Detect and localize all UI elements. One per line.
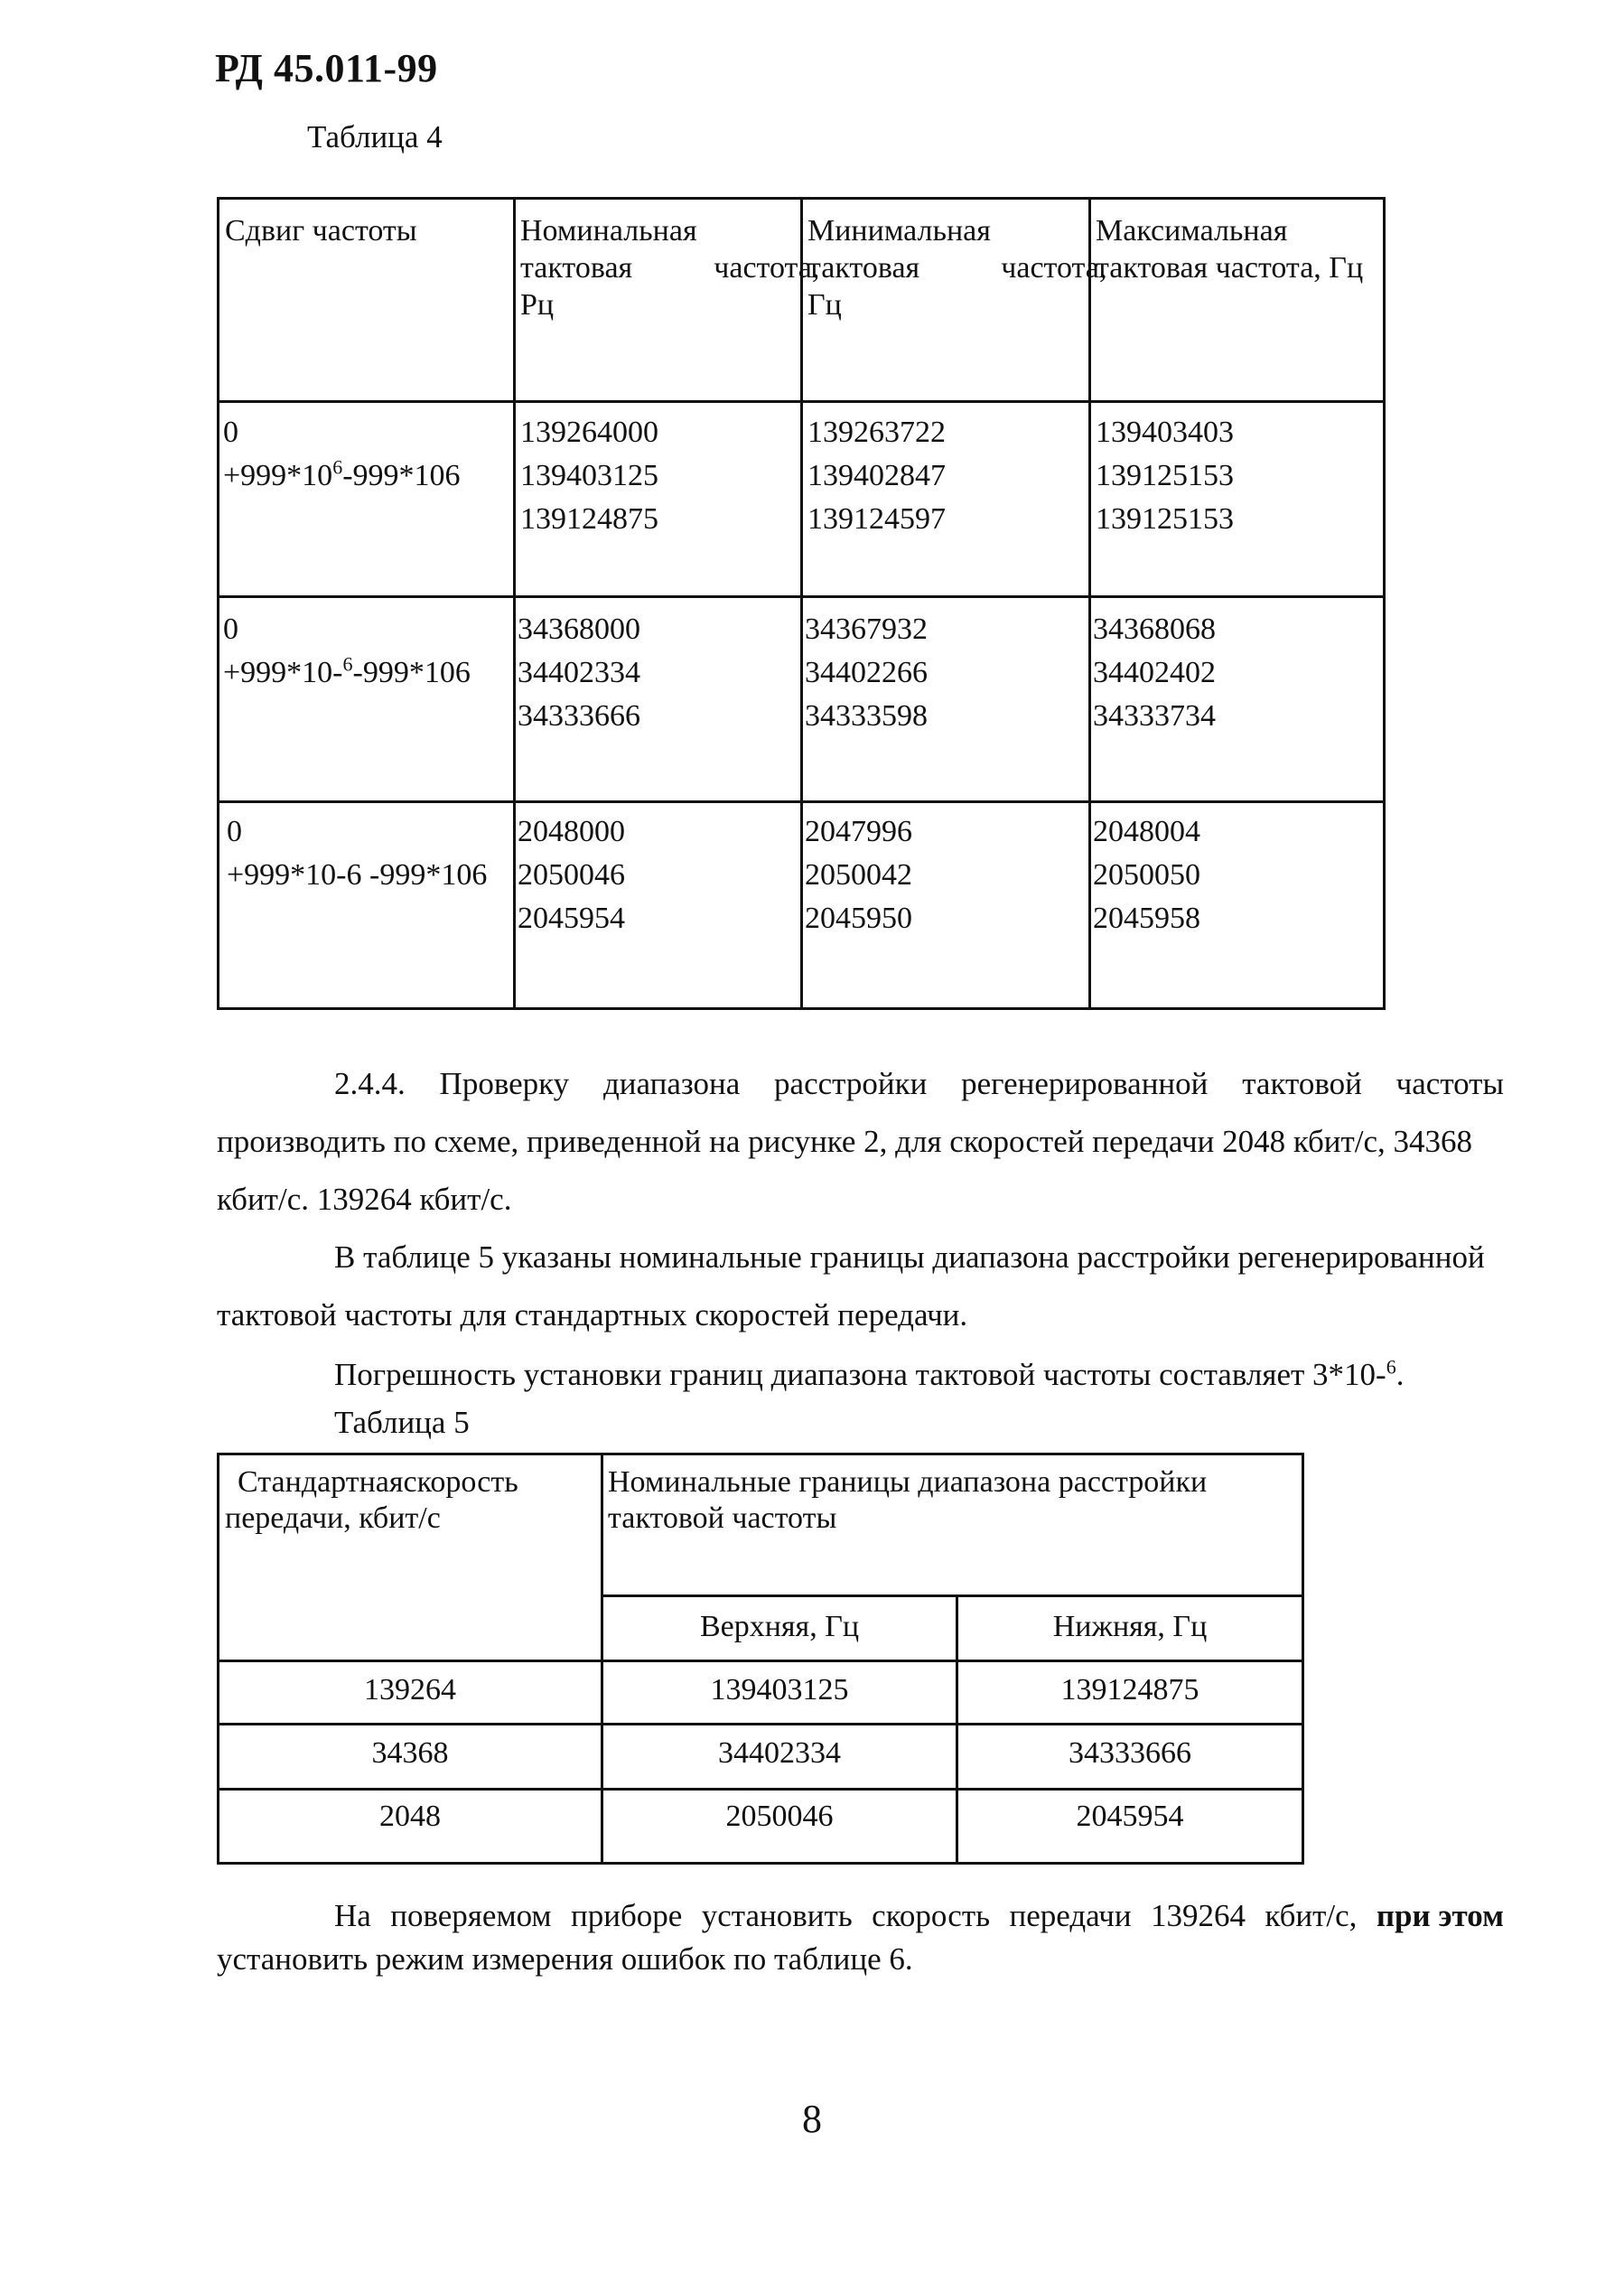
table-4-header-nominal: Номинальная тактовая частота, Рц: [520, 214, 820, 322]
table-4-row-divider: [219, 800, 1383, 803]
table-4-row-divider: [219, 595, 1383, 598]
table-4-shift-cell: 0 $+999*10^6-999*106$: [223, 416, 461, 492]
table-5-row-divider: [219, 1723, 1302, 1725]
table-5-header-speed: Стандартнаяскорость передачи, кбит/с: [225, 1465, 518, 1535]
table-4-nominal-cell: 139264000 139403125 139124875: [520, 416, 658, 536]
paragraph-2-4-4-line-1: 2.4.4. Проверку диапазона расстройки регенерированной тактовой частоты: [334, 1066, 1504, 1101]
table-5-lower-cell: 2045954: [1076, 1800, 1184, 1833]
table-5-row-divider: [219, 1788, 1302, 1791]
table-5-header-lower: Нижняя, Гц: [1052, 1610, 1208, 1643]
table-5-header-range: Номинальные границы диапазона расстройки тактовой частоты: [608, 1465, 1208, 1535]
table-5-upper-cell: 34402334: [718, 1736, 841, 1770]
table-5-row-divider: [601, 1594, 1302, 1597]
table-5-speed-cell: 34368: [371, 1736, 449, 1770]
paragraph-accuracy: Погрешность установки границ диапазона тактовой частоты составляет 3*10-$^6$.: [334, 1355, 1405, 1392]
paragraph-device-setup-line-2: установить режим измерения ошибок по таблице 6.: [217, 1941, 913, 1977]
table-4-maximum-cell: 2048004 2050050 2045958: [1093, 815, 1200, 935]
paragraph-2-4-4-line-2: производить по схеме, приведенной на рисунке 2, для скоростей передачи 2048 кбит/с, 34368: [217, 1124, 1473, 1159]
table-4-nominal-cell: 2048000 2050046 2045954: [518, 815, 625, 935]
table-5: [217, 1453, 1304, 1865]
table-4-caption: Таблица 4: [307, 119, 443, 154]
table-4-col-divider: [800, 200, 803, 1007]
paragraph-2-4-4-line-3: кбит/с. 139264 кбит/с.: [217, 1182, 512, 1217]
table-4-minimum-cell: 34367932 34402266 34333598: [805, 612, 928, 733]
table-4-maximum-cell: 139403403 139125153 139125153: [1096, 416, 1234, 536]
table-4-row-divider: [219, 400, 1383, 403]
table-4-header-maximum: Максимальная тактовая частота, Гц: [1096, 214, 1364, 285]
table-4-shift-cell: 0 +999*10-$^6$-999*106: [223, 612, 471, 689]
paragraph-device-setup-line-1: На поверяемом приборе установить скорость передачи 139264 кбит/с, при этом: [334, 1898, 1504, 1933]
table-5-upper-cell: 2050046: [725, 1800, 834, 1833]
table-5-speed-cell: 2048: [379, 1800, 441, 1833]
paragraph-table-5-intro-line-2: тактовой частоты для стандартных скоростей передачи.: [217, 1297, 968, 1333]
table-4-minimum-cell: 2047996 2050042 2045950: [805, 815, 912, 935]
page-number: 8: [802, 2097, 822, 2141]
table-4-header-shift: Сдвиг частоты: [225, 214, 417, 248]
table-5-row-divider: [219, 1660, 1302, 1662]
table-4: [217, 197, 1386, 1010]
table-4-header-minimum: Минимальная тактовая частота, Гц: [807, 214, 1107, 322]
table-4-shift-cell: 0 +999*10-6 -999*106: [227, 815, 488, 892]
table-4-minimum-cell: 139263722 139402847 139124597: [807, 416, 946, 536]
table-4-col-divider: [513, 200, 516, 1007]
table-4-col-divider: [1088, 200, 1091, 1007]
table-5-lower-cell: 139124875: [1060, 1673, 1199, 1707]
table-5-speed-cell: 139264: [364, 1673, 456, 1707]
table-5-header-upper: Верхняя, Гц: [699, 1610, 860, 1643]
table-4-nominal-cell: 34368000 34402334 34333666: [518, 612, 640, 733]
table-5-upper-cell: 139403125: [710, 1673, 849, 1707]
document-code: РД 45.011-99: [215, 46, 438, 90]
table-5-caption: Таблица 5: [334, 1405, 470, 1440]
table-5-lower-cell: 34333666: [1069, 1736, 1191, 1770]
paragraph-table-5-intro-line-1: В таблице 5 указаны номинальные границы диапазона расстройки регенерированной: [334, 1239, 1485, 1275]
table-4-maximum-cell: 34368068 34402402 34333734: [1093, 612, 1216, 733]
